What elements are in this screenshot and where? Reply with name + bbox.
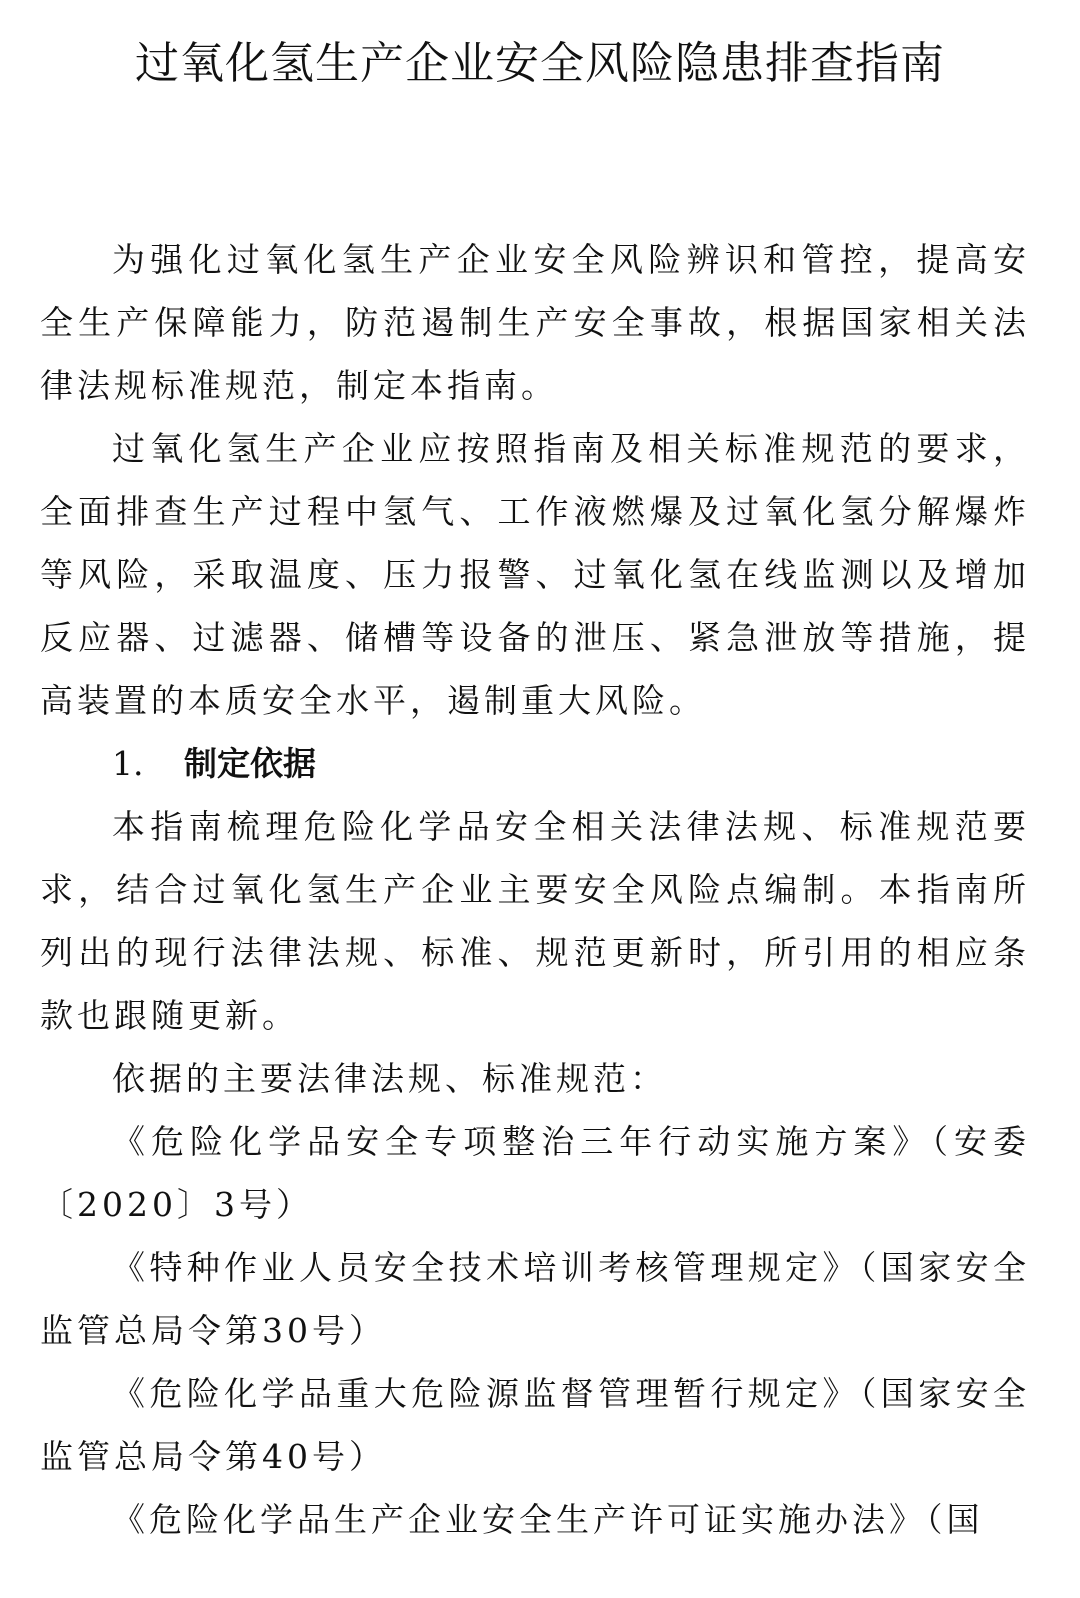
reference-item: 《危险化学品生产企业安全生产许可证实施办法》（国 xyxy=(112,1500,984,1539)
section-paragraph-1: 本指南梳理危险化学品安全相关法律法规、标准规范要求，结合过氧化氢生产企业主要安全风险点编制。本指南所列出的现行法律法规、标准、规范更新时，所引用的相应条款也跟随更新。 xyxy=(40,807,1030,1035)
intro-paragraph-2: 过氧化氢生产企业应按照指南及相关标准规范的要求，全面排查生产过程中氢气、工作液燃爆及过氧化氢分解爆炸等风险，采取温度、压力报警、过氧化氢在线监测以及增加反应器、过滤器、储槽等设备的泄压、紧急泄放等措施，提高装置的本质安全水平，遏制重大风险。 xyxy=(40,429,1030,720)
reference-item: 《特种作业人员安全技术培训考核管理规定》（国家安全监管总局令第30号） xyxy=(40,1248,1030,1350)
section-heading xyxy=(40,732,1030,795)
intro-paragraph-1: 为强化过氧化氢生产企业安全风险辨识和管控，提高安全生产保障能力，防范遏制生产安全事故，根据国家相关法律法规标准规范，制定本指南。 xyxy=(40,240,1030,405)
document-body xyxy=(40,228,1030,1551)
section-number: 1. xyxy=(112,744,144,783)
reference-item: 《危险化学品安全专项整治三年行动实施方案》（安委〔2020〕3号） xyxy=(40,1122,1030,1224)
reference-item: 《危险化学品重大危险源监督管理暂行规定》（国家安全监管总局令第40号） xyxy=(40,1374,1030,1476)
section-paragraph-2: 依据的主要法律法规、标准规范： xyxy=(112,1059,667,1098)
document-title: 过氧化氢生产企业安全风险隐患排查指南 xyxy=(135,38,945,89)
section-heading-text: 制定依据 xyxy=(184,744,316,783)
